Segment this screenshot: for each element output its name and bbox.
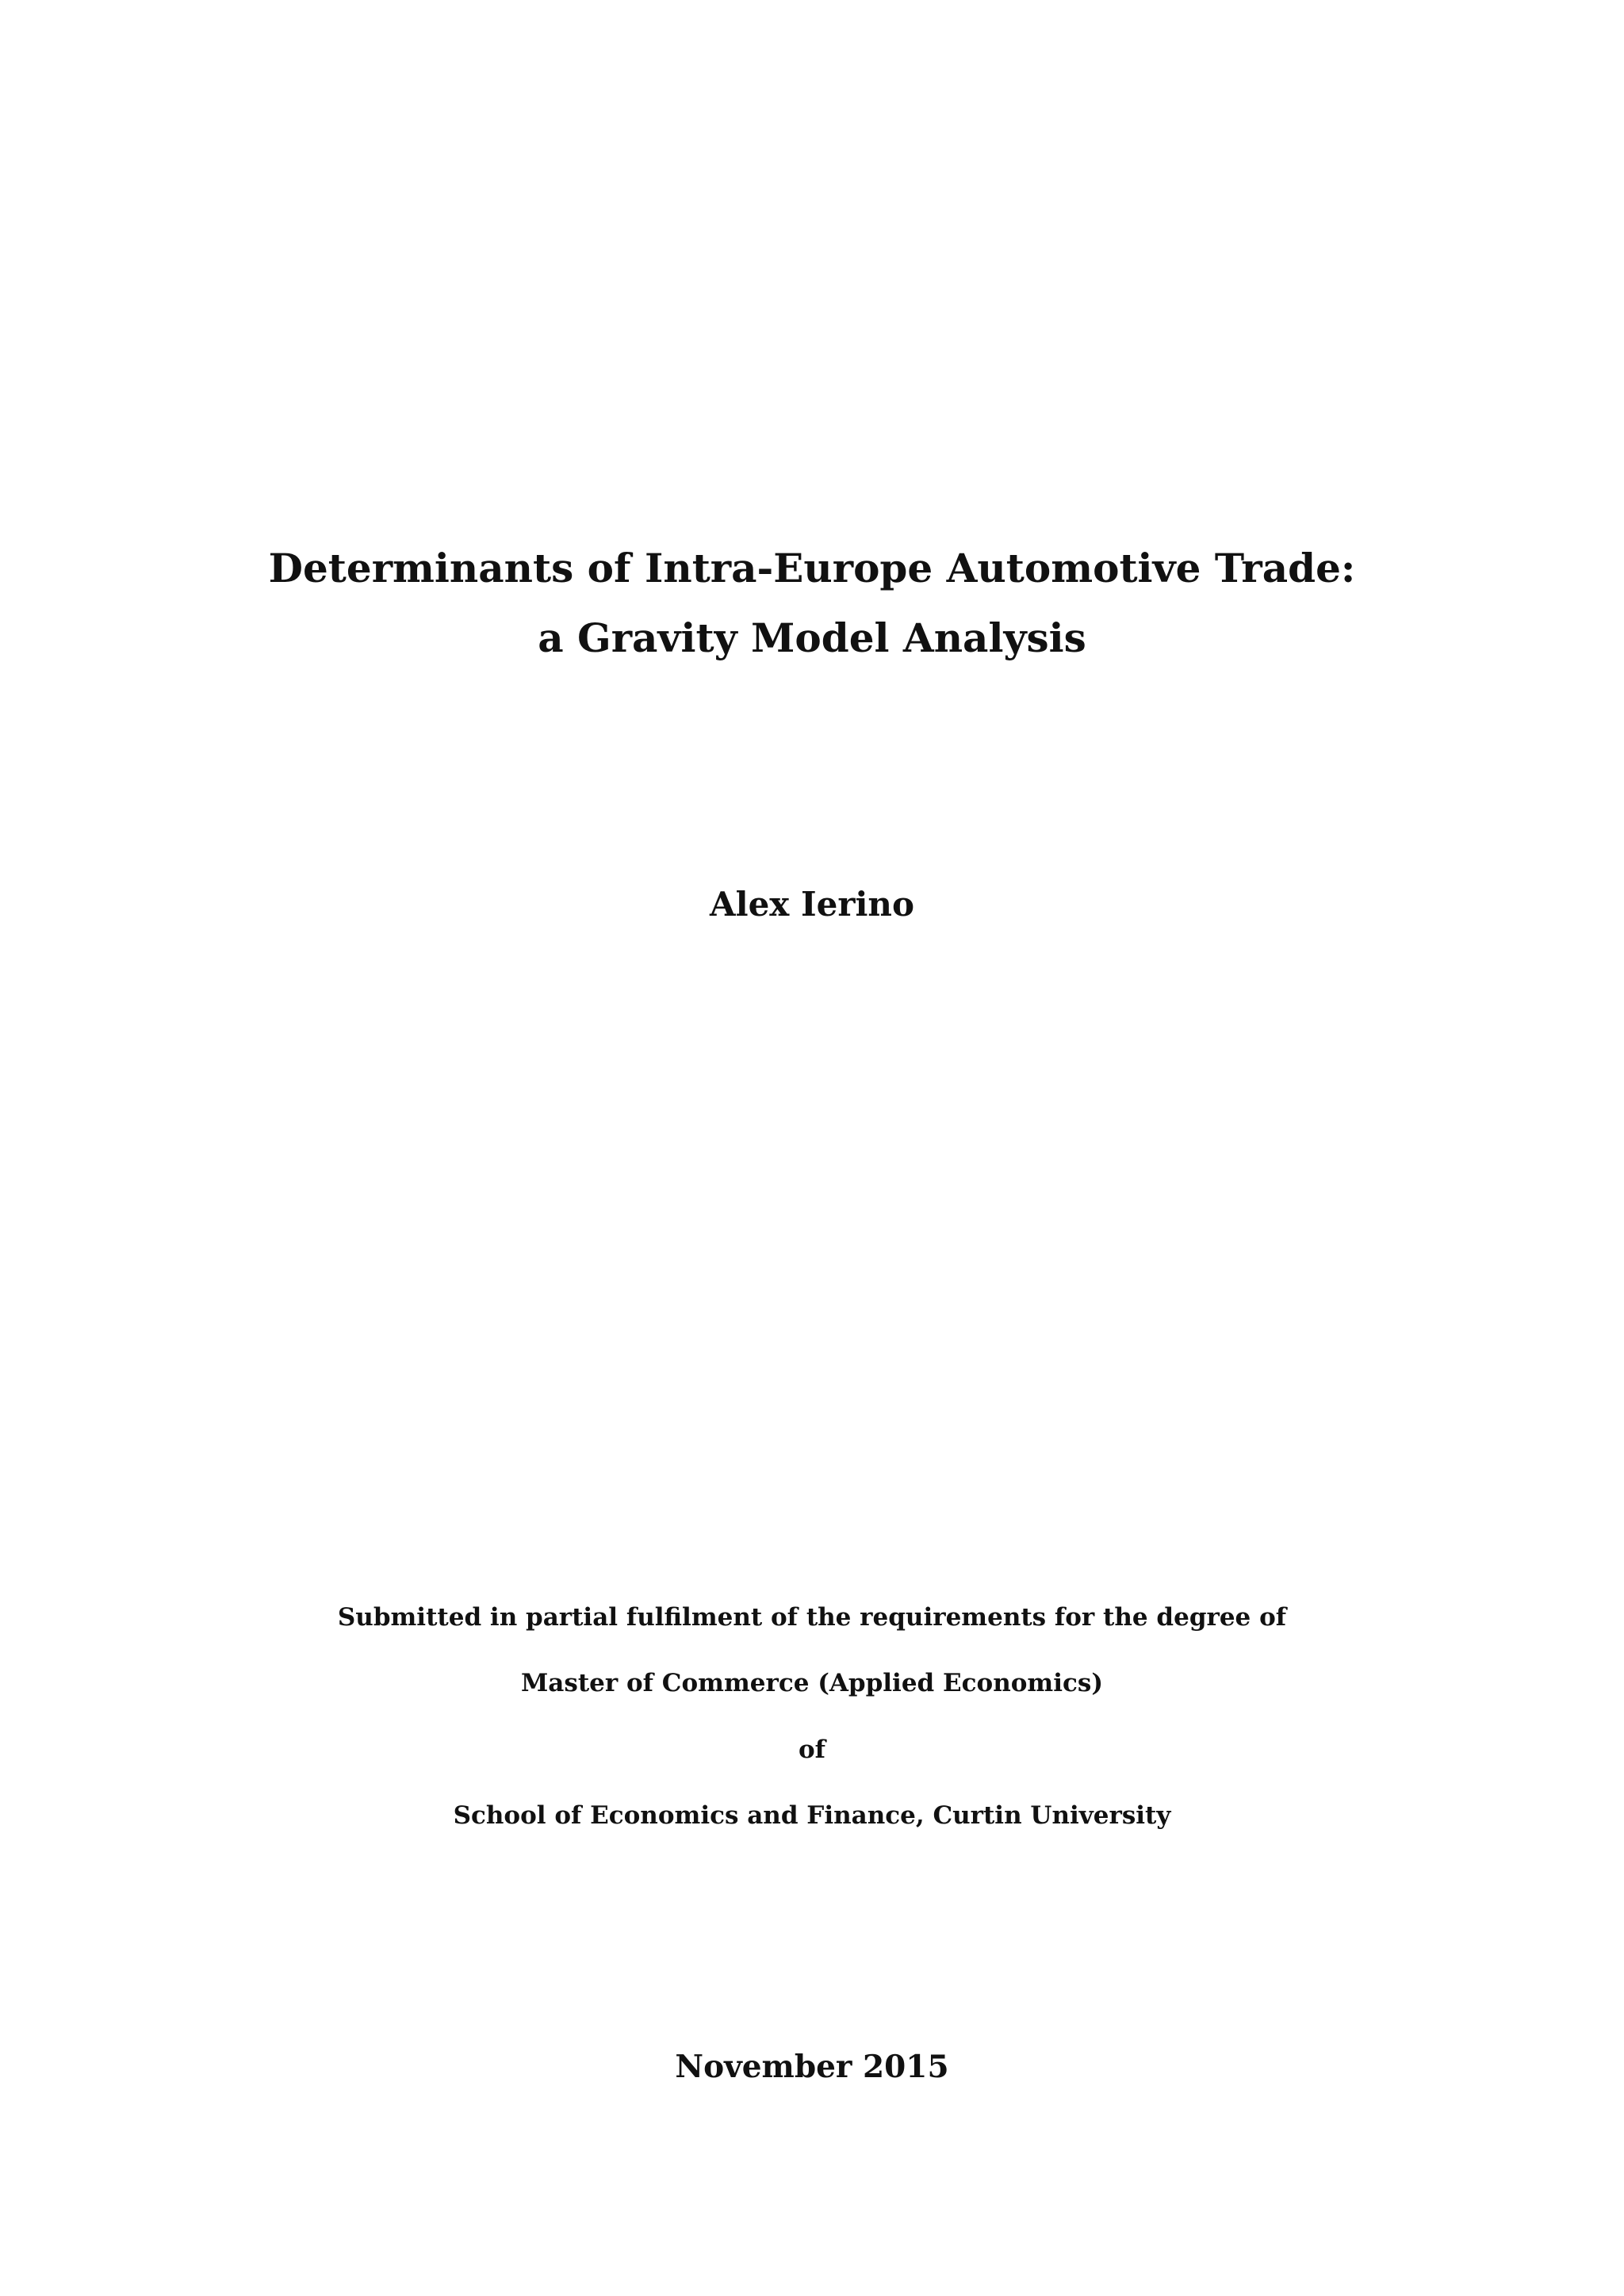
institution-name: School of Economics and Finance, Curtin University bbox=[453, 1801, 1171, 1830]
submission-statement: Submitted in partial fulfilment of the requirements for the degree of bbox=[337, 1603, 1287, 1632]
submission-connector: of bbox=[798, 1735, 825, 1764]
thesis-title-line-2: a Gravity Model Analysis bbox=[538, 614, 1086, 661]
degree-name: Master of Commerce (Applied Economics) bbox=[520, 1669, 1103, 1697]
submission-date: November 2015 bbox=[675, 2049, 949, 2085]
author-name: Alex Ierino bbox=[710, 885, 914, 924]
thesis-title-line-1: Determinants of Intra-Europe Automotive Trade: bbox=[268, 545, 1356, 591]
